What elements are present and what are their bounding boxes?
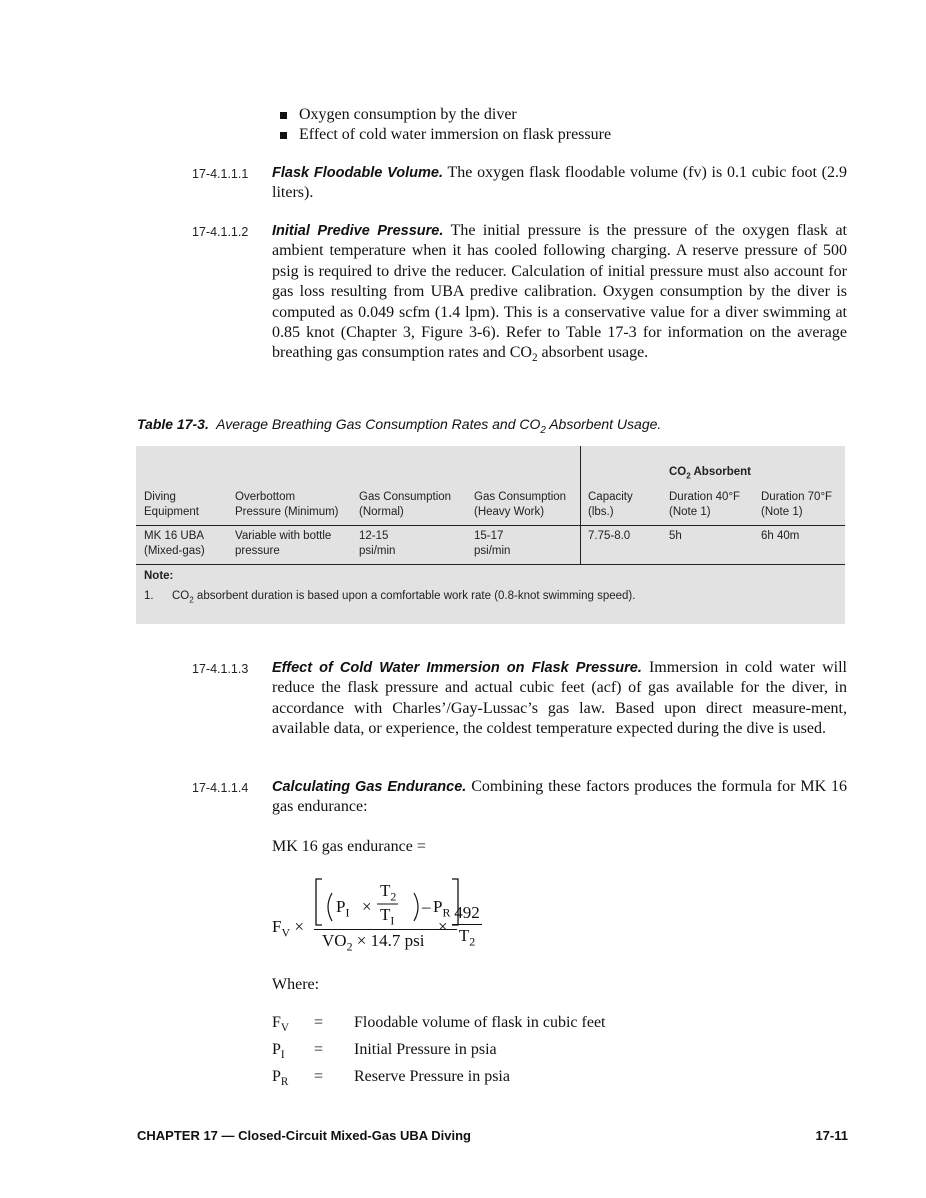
list-item: $F_V$ = Floodable volume of flask in cubic feet: [272, 1014, 606, 1035]
section-text: Immersion in cold water will reduce the flask pressure and actual cubic feet (acf) of gas available for the diver, in accordance with Charles’/Gay-Lussac’s gas law. Based upon direct measure-ment, available data, or experience, the coldest temperature expected during the dive is used.: [272, 659, 847, 738]
table-cell: 5h: [669, 530, 682, 542]
header-gas-consumption-heavy: Gas Consumption (Heavy Work): [474, 491, 567, 518]
page-number: 17-11: [815, 1128, 848, 1143]
header-overbottom-pressure: Overbottom Pressure (Minimum): [235, 491, 339, 518]
square-bullet-icon: [280, 112, 287, 119]
table-cell: 15-17 psi/min: [474, 530, 511, 557]
table-cell: 12-15 psi/min: [359, 530, 396, 557]
section-heading: Initial Predive Pressure.: [272, 223, 444, 239]
list-item: Oxygen consumption by the diver: [280, 105, 611, 125]
section-calculating-gas-endurance: [192, 777, 847, 818]
table-cell: 7.75-8.0: [588, 530, 631, 542]
formula-pr: $P_R$: [433, 897, 451, 920]
definitions-list: [272, 1012, 605, 1094]
co2-absorbent-header: $CO_2$ Absorbent: [669, 466, 752, 481]
chapter-title: CHAPTER 17 — Closed-Circuit Mixed-Gas UBA Diving: [137, 1128, 471, 1143]
table-note-label: Note:: [144, 570, 174, 582]
section-text: The initial pressure is the pressure of the oxygen flask at ambient temperature when it has cooled following charging. A reserve pressure of 500 psig is required to drive the reducer. Calculation of initial pressure must also account for gas loss resulting from UBA predive calibration. Oxygen consumption by the diver is computed as 0.049 scfm (1.4 lpm). This is a conservative value for a diver swimming at 0.85 knot (Chapter 3, Figure 3-6). Refer to Table 17-3 for information on the average breathing gas consumption rates and CO: [272, 222, 847, 362]
square-bullet-icon: [280, 132, 287, 139]
section-cold-water-immersion: [192, 658, 847, 740]
list-item: $P_R$ = Reserve Pressure in psia: [272, 1068, 510, 1089]
section-text: The oxygen flask floodable volume (fv) is 0.1 cubic foot (2.9 liters).: [272, 164, 848, 202]
section-heading: Flask Floodable Volume.: [272, 165, 443, 181]
header-duration-40f: Duration 40°F (Note 1): [669, 491, 741, 518]
formula-fraction-bar: [314, 929, 457, 930]
formula-t1: $T_I$: [380, 905, 395, 928]
table-cell: Variable with bottle pressure: [235, 530, 332, 557]
gas-endurance-formula: $F_V$ × $P_I$ × $T_2$ $T_I$ – $P_R$ $VO_2 \times 14.7$ psi × 492 $T_2$: [272, 877, 512, 957]
formula-lead: MK 16 gas endurance =: [272, 838, 426, 855]
formula-temperature-ratio: 492 $T_2$: [452, 903, 482, 949]
formula-t2: $T_2$: [380, 881, 397, 904]
header-diving-equipment: Diving Equipment: [144, 491, 199, 518]
section-number: 17-4.1.1.4: [192, 781, 249, 795]
row-rule: [136, 564, 845, 565]
section-initial-predive-pressure: 17-4.1.1.2 Initial Predive Pressure. The initial pressure is the pressure of the oxygen flask at ambient temperature when it has cooled following charging. A reserve pressure of 500 psig is required to drive the reducer. Calculation of initial pressure must also account for gas loss resulting from UBA predive calibration. Oxygen consumption by the diver is computed as 0.049 scfm (1.4 lpm). This is a conservative value for a diver swimming at 0.85 knot (Chapter 3, Figure 3-6). Refer to Table 17-3 for information on the average breathing gas consumption rates and $CO_2$ absorbent usage.: [192, 222, 847, 365]
formula-denominator: $VO_2 \times 14.7$ psi: [322, 931, 425, 954]
header-gas-consumption-normal: Gas Consumption (Normal): [359, 491, 452, 518]
bullet-list: [280, 105, 611, 145]
section-heading: Effect of Cold Water Immersion on Flask Pressure.: [272, 660, 642, 676]
formula-numerator: $P_I$ × $T_2$ $T_I$ – $P_R$: [314, 877, 460, 932]
section-number: 17-4.1.1.2: [192, 225, 249, 239]
section-text: Combining these factors produces the formula for MK 16 gas endurance:: [272, 778, 847, 816]
formula-fv: $F_V$ ×: [272, 917, 304, 940]
table-note-text: $CO_2$ absorbent duration is based upon a comfortable work rate (0.8-knot swimming speed).: [172, 590, 636, 605]
section-heading: Calculating Gas Endurance.: [272, 779, 467, 795]
formula-p1: $P_I$: [336, 897, 350, 920]
column-divider: [580, 446, 581, 564]
header-capacity: Capacity (lbs.): [588, 491, 633, 518]
where-label: Where:: [272, 976, 320, 993]
list-item: $P_I$ = Initial Pressure in psia: [272, 1041, 497, 1062]
page-footer: [137, 1128, 848, 1143]
table-caption: Table 17-3. Average Breathing Gas Consumption Rates and $CO_2$ Absorbent Usage.: [137, 416, 662, 436]
table-note-number: 1.: [144, 590, 154, 602]
table-cell: MK 16 UBA (Mixed-gas): [144, 530, 205, 557]
section-flask-floodable-volume: [192, 163, 847, 204]
header-rule: [136, 525, 845, 526]
header-duration-70f: Duration 70°F (Note 1): [761, 491, 833, 518]
list-item: Effect of cold water immersion on flask pressure: [280, 125, 611, 145]
section-number: 17-4.1.1.1: [192, 167, 249, 181]
section-number: 17-4.1.1.3: [192, 662, 249, 676]
table-cell: 6h 40m: [761, 530, 800, 542]
gas-consumption-table: [136, 446, 845, 624]
